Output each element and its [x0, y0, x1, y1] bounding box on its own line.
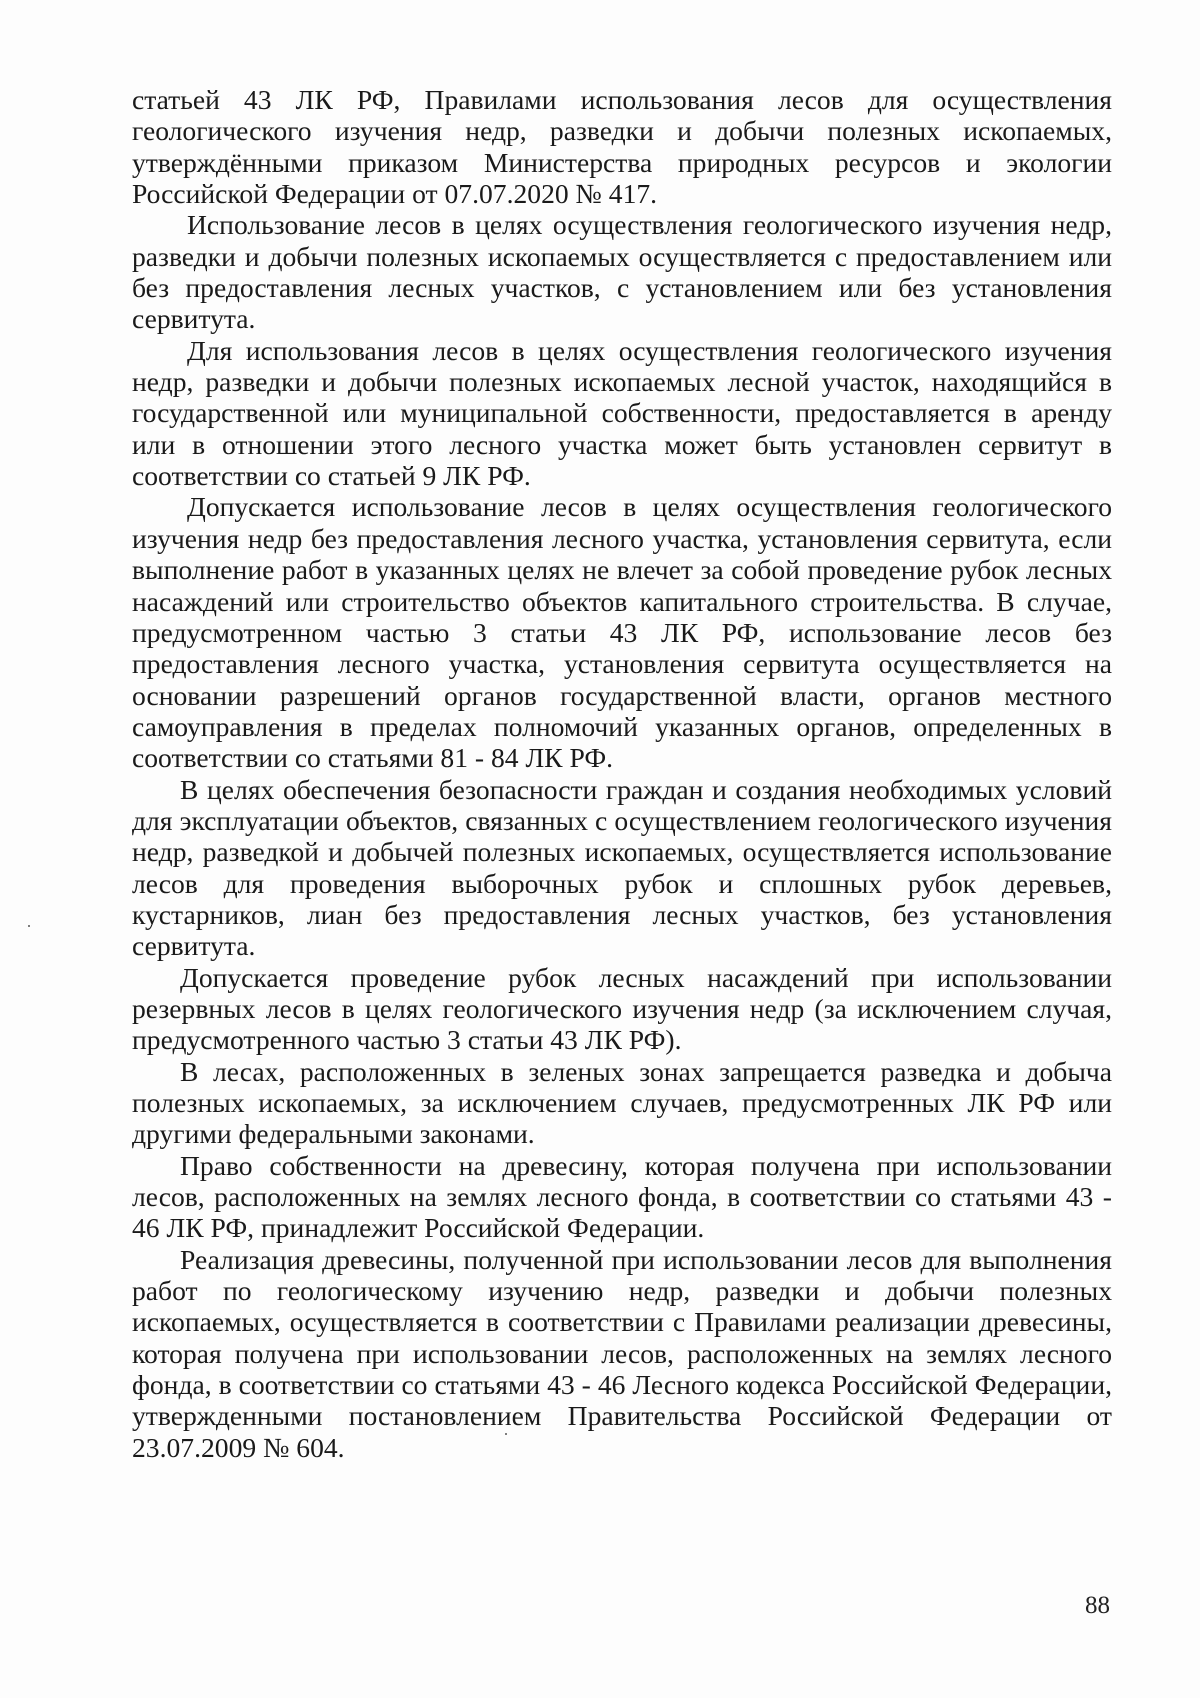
page-number: 88: [1085, 1592, 1110, 1619]
paragraph: Использование лесов в целях осуществления геологического изучения недр, разведки и добычи полезных ископаемых осуществляется с предоставлением или без предоставления лесных участков, с установлением или без установления сервитута.: [132, 209, 1112, 335]
paragraph-continuation: статьей 43 ЛК РФ, Правилами использования лесов для осуществления геологического изучения недр, разведки и добычи полезных ископаемых, утверждёнными приказом Министерства природных ресурсов и экологии Российской Федерации от 07.07.2020 № 417.: [132, 84, 1112, 210]
paragraph: Допускается использование лесов в целях осуществления геологического изучения недр без предоставления лесного участка, установления сервитута, если выполнение работ в указанных целях не влечет за собой проведение рубок лесных насаждений или строительство объектов капитального строительства. В случае, предусмотренном частью 3 статьи 43 ЛК РФ, использование лесов без предоставления лесного участка, установления сервитута осуществляется на основании разрешений органов государственной власти, органов местного самоуправления в пределах полномочий указанных органов, определенных в соответствии со статьями 81 - 84 ЛК РФ.: [132, 491, 1112, 774]
paragraph: Допускается проведение рубок лесных насаждений при использовании резервных лесов в целях геологического изучения недр (за исключением случая, предусмотренного частью 3 статьи 43 ЛК РФ).: [132, 961, 1112, 1056]
scan-speck: [505, 1433, 507, 1435]
document-body: [132, 84, 1112, 1463]
paragraph: Для использования лесов в целях осуществления геологического изучения недр, разведки и добычи полезных ископаемых лесной участок, находящийся в государственной или муниципальной собственности, предоставляется в аренду или в отношении этого лесного участка может быть установлен сервитут в соответствии со статьей 9 ЛК РФ.: [132, 334, 1112, 492]
paragraph: Реализация древесины, полученной при использовании лесов для выполнения работ по геологическому изучению недр, разведки и добычи полезных ископаемых, осуществляется в соответствии с Правилами реализации древесины, которая получена при использовании лесов, расположенных на землях лесного фонда, в соответствии со статьями 43 - 46 Лесного кодекса Российской Федерации, утвержденными постановлением Правительства Российской Федерации от 23.07.2009 № 604.: [132, 1243, 1112, 1463]
scan-speck: [28, 925, 30, 927]
paragraph: В лесах, расположенных в зеленых зонах запрещается разведка и добыча полезных ископаемых, за исключением случаев, предусмотренных ЛК РФ или другими федеральными законами.: [132, 1055, 1112, 1150]
paragraph: В целях обеспечения безопасности граждан и создания необходимых условий для эксплуатации объектов, связанных с осуществлением геологического изучения недр, разведкой и добычей полезных ископаемых, осуществляется использование лесов для проведения выборочных рубок и сплошных рубок деревьев, кустарников, лиан без предоставления лесных участков, без установления сервитута.: [132, 773, 1112, 962]
paragraph: Право собственности на древесину, которая получена при использовании лесов, расположенных на землях лесного фонда, в соответствии со статьями 43 - 46 ЛК РФ, принадлежит Российской Федерации.: [132, 1149, 1112, 1244]
